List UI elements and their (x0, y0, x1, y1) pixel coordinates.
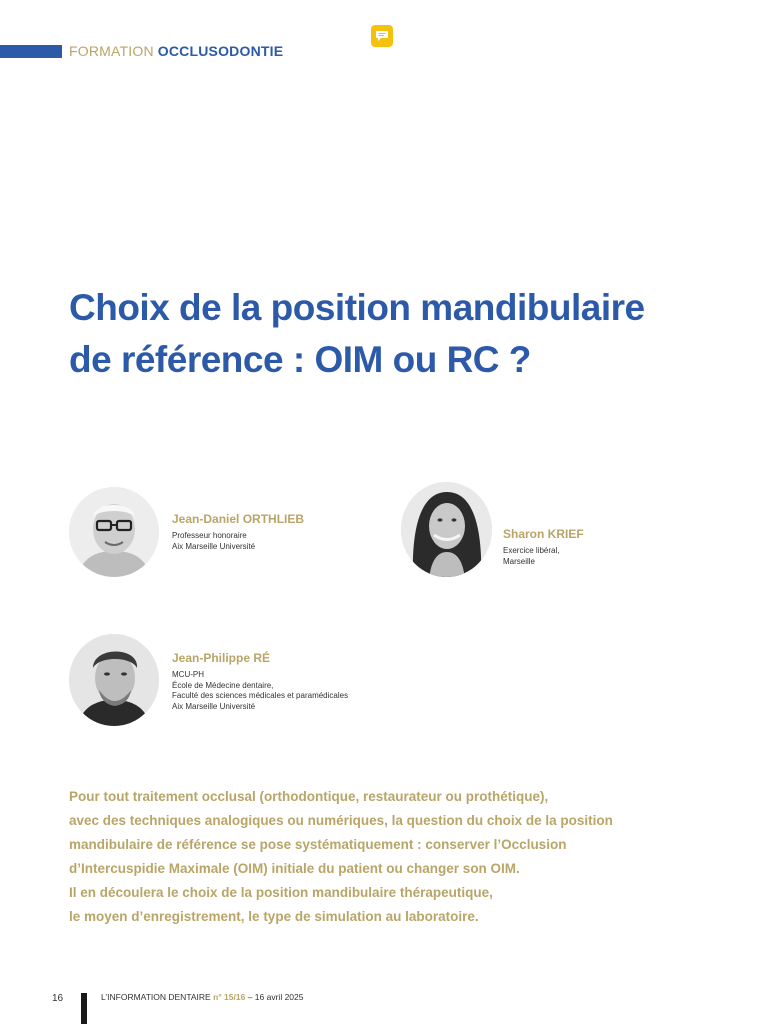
author-name: Sharon KRIEF (503, 527, 584, 541)
speech-bubble-icon (375, 30, 389, 42)
author-affiliation-line: Marseille (503, 556, 536, 566)
section-heading (69, 43, 283, 59)
intro-line: d’Intercuspidie Maximale (OIM) initiale du patient ou changer son OIM. (69, 861, 520, 876)
author-affiliation-line: Aix Marseille Université (172, 701, 256, 711)
author-affiliation-line: École de Médecine dentaire, (172, 680, 274, 690)
intro-line: avec des techniques analogiques ou numériques, la question du choix de la position (69, 813, 613, 828)
author-orthlieb (172, 512, 304, 552)
author-photo-re (69, 634, 159, 726)
article-title-line-1: Choix de la position mandibulaire (69, 287, 645, 328)
intro-paragraph (69, 785, 709, 929)
article-title (69, 282, 689, 386)
author-krief (503, 527, 584, 567)
author-affiliation-line: Exercice libéral, (503, 546, 560, 555)
intro-line: le moyen d’enregistrement, le type de simulation au laboratoire. (69, 909, 479, 924)
footer-citation (101, 992, 303, 1002)
author-photo-krief (401, 482, 492, 577)
issue-number: n° 15/16 (213, 992, 246, 1002)
author-re (172, 651, 348, 712)
author-affiliation-line: MCU-PH (172, 670, 204, 679)
intro-line: mandibulaire de référence se pose systématiquement : conserver l’Occlusion (69, 837, 567, 852)
issue-date: – 16 avril 2025 (247, 992, 304, 1002)
intro-line: Il en découlera le choix de la position mandibulaire thérapeutique, (69, 885, 493, 900)
comment-icon[interactable] (371, 25, 393, 47)
publication-name: L’INFORMATION DENTAIRE (101, 992, 211, 1002)
author-photo-orthlieb (69, 487, 159, 577)
section-category: FORMATION (69, 43, 154, 59)
section-marker-bar (0, 45, 62, 58)
author-affiliation-line: Aix Marseille Université (172, 541, 256, 551)
section-topic: OCCLUSODONTIE (157, 43, 284, 59)
author-name: Jean-Philippe RÉ (172, 651, 271, 665)
footer-divider (81, 993, 87, 1024)
author-name: Jean-Daniel ORTHLIEB (172, 512, 305, 526)
author-affiliation-line: Professeur honoraire (172, 531, 247, 540)
intro-line: Pour tout traitement occlusal (orthodontique, restaurateur ou prothétique), (69, 789, 549, 804)
page-number: 16 (52, 993, 64, 1004)
article-title-line-2: de référence : OIM ou RC ? (69, 339, 531, 380)
author-affiliation-line: Faculté des sciences médicales et paramédicales (172, 691, 349, 700)
